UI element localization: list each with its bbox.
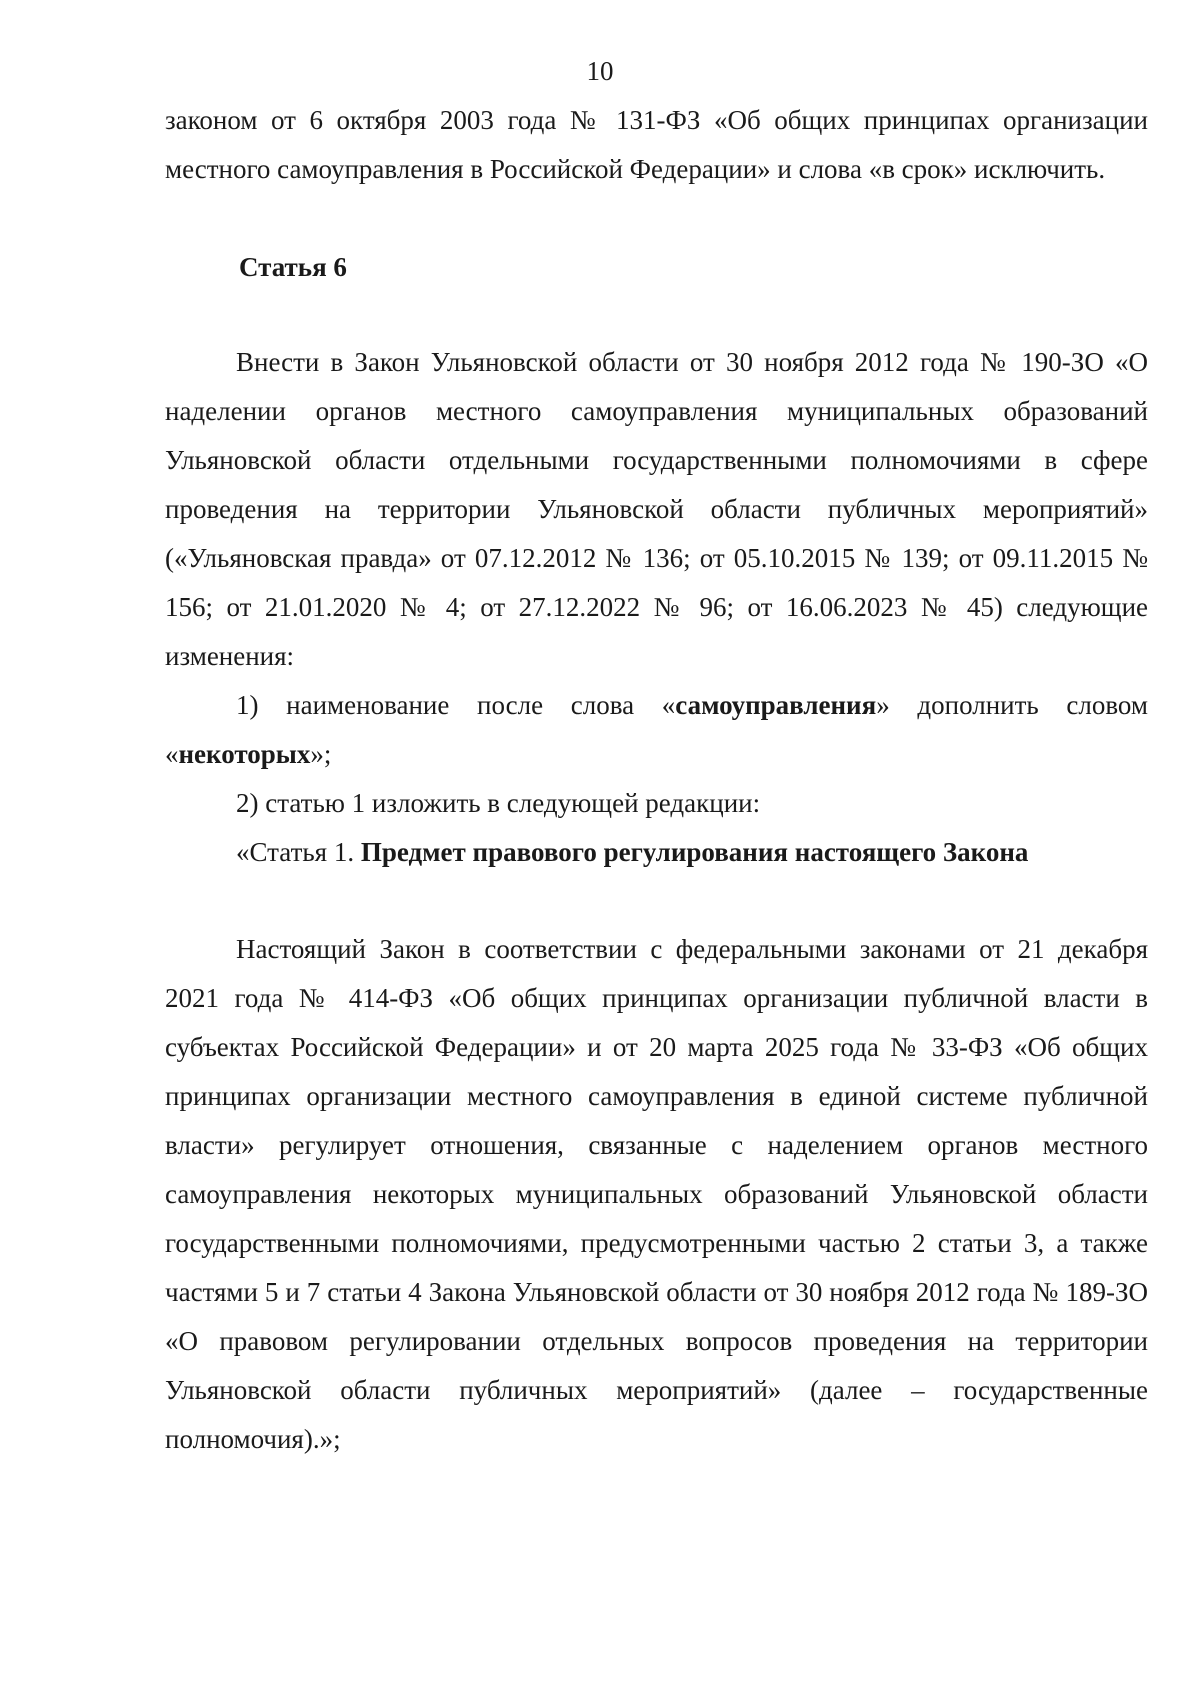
item1-suffix: »; [310, 739, 332, 769]
quoted-article-heading [165, 828, 1148, 877]
quoted-heading-title: Предмет правового регулирования настоящего Закона [360, 837, 1029, 867]
item1-bold-new-word: некоторых [178, 739, 311, 769]
amendment-item-1 [165, 681, 1148, 779]
continuation-paragraph: законом от 6 октября 2003 года № 131-ФЗ «Об общих принципах организации местного самоуправления в Российской Федерации» и слова «в срок» исключить. [165, 105, 1148, 184]
page-number: 10 [586, 56, 614, 86]
intro-paragraph: Внести в Закон Ульяновской области от 30 ноября 2012 года № 190-ЗО «О наделении органов местного самоуправления муниципальных образований Ульяновской области отдельными государственными полномочиями в сфере проведения на территории Ульяновской области публичных мероприятий» («Ульяновская правда» от 07.12.2012 № 136; от 05.10.2015 № 139; от 09.11.2015 № 156; от 21.01.2020 № 4; от 27.12.2022 № 96; от 16.06.2023 № 45) следующие изменения: [165, 347, 1148, 671]
item1-middle: » дополнить словом « [165, 690, 1148, 769]
quoted-article-body: Настоящий Закон в соответствии с федеральными законами от 21 декабря 2021 года № 414-ФЗ «Об общих принципах организации публичной власти в субъектах Российской Федерации» и от 20 марта 2025 года № 33-ФЗ «Об общих принципах организации местного самоуправления в единой системе публичной власти» регулирует отношения, связанные с наделением органов местного самоуправления некоторых муниципальных образований Ульяновской области государственными полномочиями, предусмотренными частью 2 статьи 3, а также частями 5 и 7 статьи 4 Закона Ульяновской области от 30 ноября 2012 года № 189-ЗО «О правовом регулировании отдельных вопросов проведения на территории Ульяновской области публичных мероприятий» (далее – государственные полномочия).»; [165, 934, 1148, 1454]
article-heading: Статья 6 [239, 252, 347, 282]
amendment-item-2: 2) статью 1 изложить в следующей редакции: [236, 788, 761, 818]
quoted-heading-prefix: «Статья 1. [236, 837, 361, 867]
item1-bold-word: самоуправления [675, 690, 877, 720]
document-body [165, 96, 1148, 1464]
item1-prefix: 1) наименование после слова « [236, 690, 676, 720]
